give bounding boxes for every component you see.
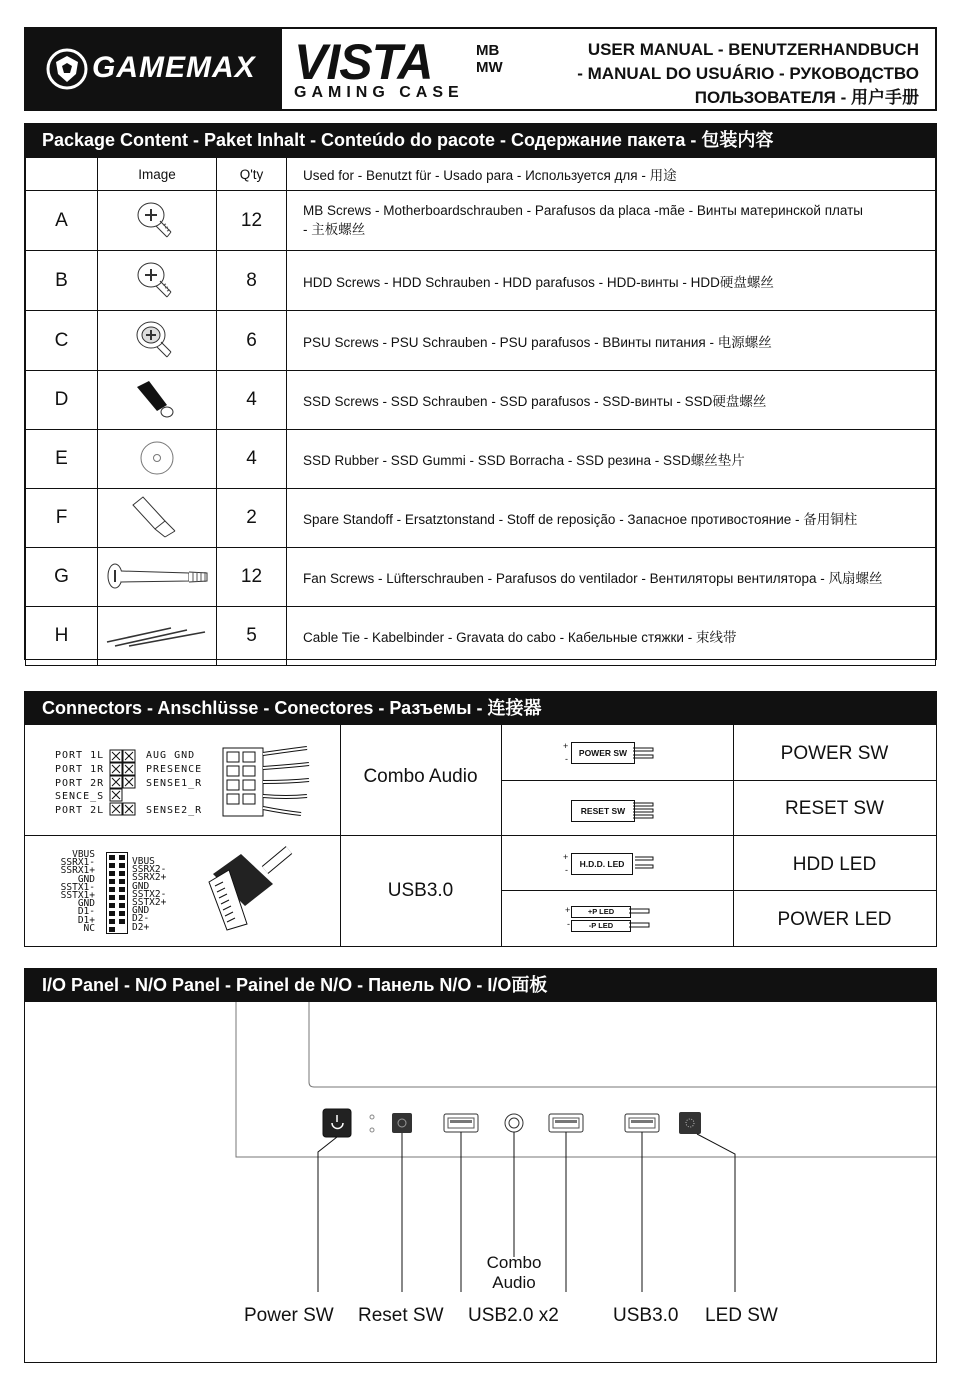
reset-sw-plug: RESET SW bbox=[571, 800, 635, 822]
column-header-image: Image bbox=[98, 158, 217, 191]
power-led-label: POWER LED bbox=[777, 909, 892, 930]
product-name: VISTA bbox=[294, 34, 433, 90]
reset-sw-label: RESET SW bbox=[785, 798, 884, 819]
hdd-led-label: HDD LED bbox=[792, 854, 877, 875]
connectors-section: Connectors - Anschlüsse - Conectores - Разъемы - 连接器 PORT 1L PORT 1R PORT 2R SENCE_S PORT 2L AUG GND PRESENCE SENSE1_R SENSE2_R Combo Audio VBUS SSRX1- SSRX1+ GND SSTX1- SSTX1+ GND D1- D1+ NC VBUS SSRX2- SSRX2+ GND SSTX2- SSTX2+ GND D2- D2+ USB3.0 + - POWER SW RESET SW + - H.D.D. LED + - +P LED -P LED POWER SW RESET SW HDD LED POWER LED bbox=[24, 691, 937, 947]
psu-screw-icon bbox=[127, 315, 187, 363]
connectors-section-title: Connectors - Anschlüsse - Conectores - Разъемы - 连接器 bbox=[25, 692, 936, 725]
power-sw-plug: POWER SW bbox=[571, 742, 635, 764]
power-led-plus-plug: +P LED bbox=[571, 906, 631, 918]
usb-pin-grid-icon bbox=[106, 852, 128, 934]
plus-mark: + bbox=[563, 741, 569, 751]
minus-mark: - bbox=[565, 754, 568, 764]
table-header-row bbox=[26, 158, 936, 191]
usb-pins-left: VBUS SSRX1- SSRX1+ GND SSTX1- SSTX1+ GND D1- D1+ NC bbox=[60, 849, 95, 934]
plug-pins-icon bbox=[629, 906, 651, 932]
column-header-qty: Q'ty bbox=[217, 158, 287, 191]
brand-name: GAMEMAX bbox=[92, 51, 256, 84]
rubber-washer-icon bbox=[127, 434, 187, 482]
combo-audio-label: Combo Audio bbox=[363, 766, 478, 787]
plug-pins-icon bbox=[633, 745, 655, 761]
usb3-label: USB3.0 bbox=[387, 880, 454, 901]
power-sw-label: POWER SW bbox=[780, 743, 889, 764]
io-reset-sw-label: Reset SW bbox=[358, 1305, 444, 1326]
hdd-screw-icon bbox=[127, 255, 187, 303]
mb-screw-icon bbox=[127, 195, 187, 243]
io-combo-audio-label: Combo Audio bbox=[486, 1253, 542, 1292]
plug-pins-icon bbox=[633, 800, 655, 820]
ssd-screw-icon bbox=[127, 375, 187, 423]
hdd-led-plug: H.D.D. LED bbox=[571, 853, 633, 875]
io-led-sw-label: LED SW bbox=[705, 1305, 778, 1326]
usb-pins-right: VBUS SSRX2- SSRX2+ GND SSTX2- SSTX2+ GND D2- D2+ bbox=[132, 856, 167, 933]
table-row: D 4 SSD Screws - SSD Schrauben - SSD parafusos - SSD-винты - SSD硬盘螺丝 bbox=[26, 371, 936, 430]
column-header-used-for: Used for - Benutzt für - Usado para - Используется для - 用途 bbox=[287, 158, 936, 191]
plug-pins-icon bbox=[631, 854, 655, 872]
brand-logo bbox=[26, 29, 282, 109]
package-section-title: Package Content - Paket Inhalt - Conteúdo do pacote - Содержание пакета - 包装内容 bbox=[25, 124, 936, 157]
io-panel-section bbox=[24, 968, 937, 1363]
cable-tie-icon bbox=[101, 620, 213, 650]
document-header bbox=[24, 27, 937, 111]
package-content-section bbox=[24, 123, 937, 660]
table-row: F 2 Spare Standoff - Ersatztonstand - Stoff de reposição - Запасное противостояние - 备用铜柱 bbox=[26, 489, 936, 548]
audio-plug-icon bbox=[221, 744, 313, 826]
fan-screw-icon bbox=[101, 556, 213, 596]
manual-title: USER MANUAL - BENUTZERHANDBUCH - MANUAL DO USUÁRIO - РУКОВОДСТВО ПОЛЬЗОВАТЕЛЯ - 用户手册 bbox=[577, 40, 919, 107]
io-power-sw-label: Power SW bbox=[244, 1305, 334, 1326]
table-row: B 8 HDD Screws - HDD Schrauben - HDD parafusos - HDD-винты - HDD硬盘螺丝 bbox=[26, 251, 936, 311]
product-logo bbox=[282, 29, 504, 109]
product-variant: MB MW bbox=[476, 42, 503, 76]
product-subtitle: GAMING CASE bbox=[294, 84, 464, 101]
table-row: E 4 SSD Rubber - SSD Gummi - SSD Borracha - SSD резина - SSD螺丝垫片 bbox=[26, 430, 936, 489]
standoff-icon bbox=[127, 493, 187, 541]
table-row: A 12 MB Screws - Motherboardschrauben - Parafusos da placa -mãe - Винты материнской платы - 主板螺丝 bbox=[26, 191, 936, 251]
table-row: G 12 Fan Screws - Lüfterschrauben - Parafusos do ventilador - Вентиляторы вентилятора - 风扇螺丝 bbox=[26, 548, 936, 607]
table-row: H 5 Cable Tie - Kabelbinder - Gravata do cabo - Кабельные стяжки - 束线带 bbox=[26, 607, 936, 666]
audio-pin-grid-icon bbox=[109, 749, 137, 819]
io-section-title: I/O Panel - N/O Panel - Painel de N/O - Панель N/O - I/O面板 bbox=[25, 969, 936, 1002]
package-table bbox=[25, 157, 936, 666]
io-usb3-label: USB3.0 bbox=[613, 1305, 679, 1326]
power-led-minus-plug: -P LED bbox=[571, 920, 631, 932]
usb3-plug-icon bbox=[203, 844, 295, 936]
gamemax-lion-icon bbox=[46, 48, 88, 90]
io-usb2-label: USB2.0 x2 bbox=[468, 1305, 559, 1326]
table-row: C 6 PSU Screws - PSU Schrauben - PSU parafusos - BВинты питания - 电源螺丝 bbox=[26, 311, 936, 371]
